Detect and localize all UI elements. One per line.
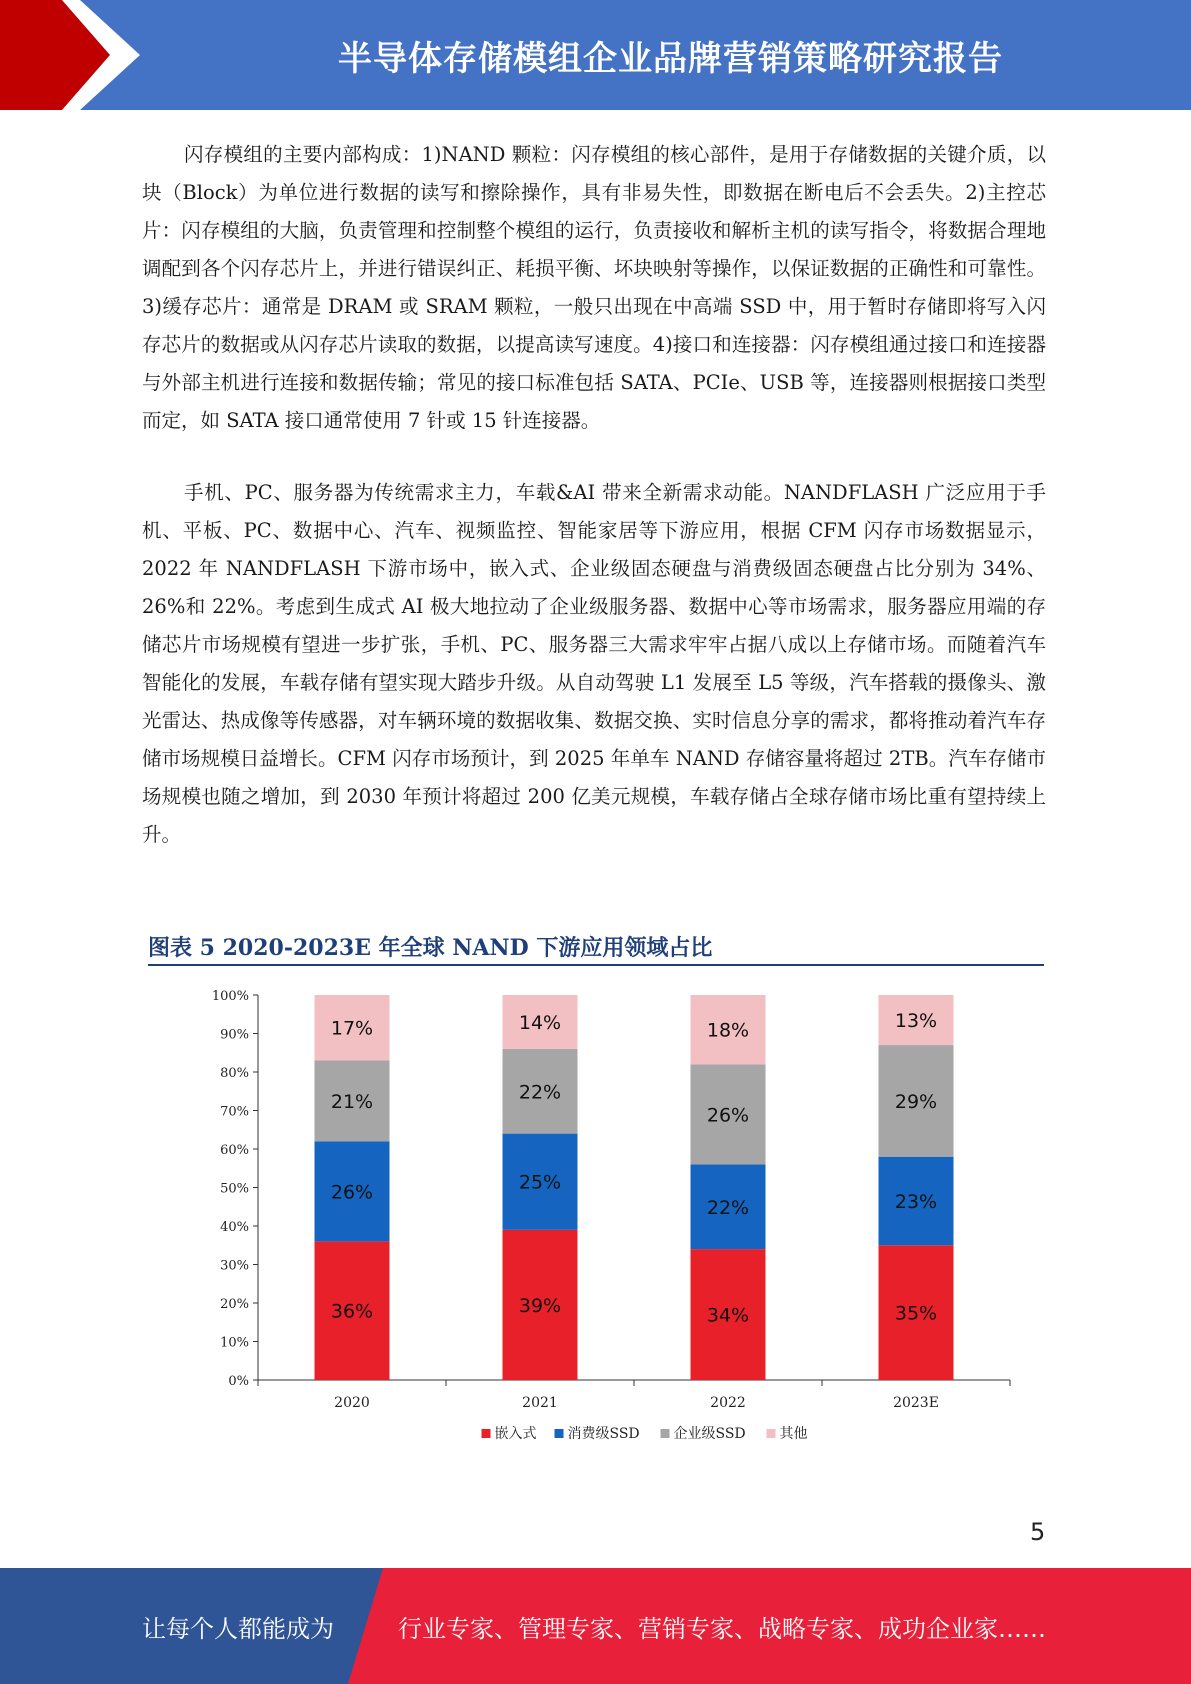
- x-tick-label: 2022: [710, 1395, 746, 1411]
- legend-label: 嵌入式: [494, 1426, 537, 1442]
- data-label: 17%: [330, 1017, 374, 1040]
- stacked-bar-chart: [148, 975, 1044, 1460]
- y-tick-label: 50%: [220, 1181, 249, 1197]
- y-tick-label: 30%: [220, 1258, 249, 1274]
- footer-slogan-right: 行业专家、管理专家、营销专家、战略专家、成功企业家……: [398, 1614, 1046, 1643]
- page-number: 5: [1030, 1518, 1046, 1546]
- y-tick-label: 90%: [220, 1027, 249, 1043]
- legend-swatch: [555, 1429, 564, 1438]
- legend-swatch: [661, 1429, 670, 1438]
- data-label: 35%: [894, 1302, 938, 1325]
- footer-slogan-left: 让每个人都能成为: [142, 1614, 334, 1643]
- y-tick-label: 0%: [228, 1374, 249, 1389]
- legend-label: 其他: [779, 1426, 808, 1442]
- data-label: 29%: [894, 1090, 938, 1113]
- data-label: 13%: [894, 1010, 938, 1033]
- data-label: 26%: [706, 1104, 750, 1127]
- data-label: 23%: [894, 1190, 938, 1213]
- data-label: 39%: [518, 1294, 562, 1317]
- y-tick-label: 70%: [220, 1104, 249, 1120]
- legend-label: 企业级SSD: [673, 1426, 746, 1442]
- data-label: 18%: [706, 1019, 750, 1042]
- data-label: 21%: [330, 1090, 374, 1113]
- header-red-chevron: [0, 0, 150, 110]
- chart-svg: [148, 975, 1044, 1460]
- figure-title: 图表 5 2020-2023E 年全球 NAND 下游应用领域占比: [148, 934, 713, 961]
- data-label: 26%: [330, 1181, 374, 1204]
- y-tick-label: 40%: [220, 1220, 249, 1235]
- data-label: 25%: [518, 1171, 562, 1194]
- body-content: [142, 136, 1046, 854]
- y-tick-label: 60%: [220, 1143, 249, 1158]
- y-tick-label: 10%: [220, 1335, 249, 1351]
- page-footer: [0, 1568, 1191, 1684]
- y-tick-label: 100%: [211, 989, 249, 1004]
- x-tick-label: 2021: [522, 1395, 558, 1411]
- paragraph-2: 手机、PC、服务器为传统需求主力，车载&AI 带来全新需求动能。NANDFLASH 广泛应用于手机、平板、PC、数据中心、汽车、视频监控、智能家居等下游应用，根据 CFM 闪存市场数据显示，2022 年 NANDFLASH 下游市场中，嵌入式、企业级固态硬盘与消费级固态硬盘占比分别为 34%、26%和 22%。考虑到生成式 AI 极大地拉动了企业级服务器、数据中心等市场需求，服务器应用端的存储芯片市场规模有望进一步扩张，手机、PC、服务器三大需求牢牢占据八成以上存储市场。而随着汽车智能化的发展，车载存储有望实现大踏步升级。从自动驾驶 L1 发展至 L5 等级，汽车搭载的摄像头、激光雷达、热成像等传感器，对车辆环境的数据收集、数据交换、实时信息分享的需求，都将推动着汽车存储市场规模日益增长。CFM 闪存市场预计，到 2025 年单车 NAND 存储容量将超过 2TB。汽车存储市场规模也随之增加，到 2030 年预计将超过 200 亿美元规模，车载存储占全球存储市场比重有望持续上升。: [142, 481, 1046, 846]
- legend-label: 消费级SSD: [567, 1426, 640, 1442]
- y-tick-label: 20%: [220, 1297, 249, 1312]
- data-label: 22%: [518, 1081, 562, 1104]
- paragraph-1: 闪存模组的主要内部构成：1)NAND 颗粒：闪存模组的核心部件，是用于存储数据的关键介质，以块（Block）为单位进行数据的读写和擦除操作，具有非易失性，即数据在断电后不会丢失。2)主控芯片：闪存模组的大脑，负责管理和控制整个模组的运行，负责接收和解析主机的读写指令，将数据合理地调配到各个闪存芯片上，并进行错误纠正、耗损平衡、坏块映射等操作，以保证数据的正确性和可靠性。3)缓存芯片：通常是 DRAM 或 SRAM 颗粒，一般只出现在中高端 SSD 中，用于暂时存储即将写入闪存芯片的数据或从闪存芯片读取的数据，以提高读写速度。4)接口和连接器：闪存模组通过接口和连接器与外部主机进行连接和数据传输；常见的接口标准包括 SATA、PCIe、USB 等，连接器则根据接口类型而定，如 SATA 接口通常使用 7 针或 15 针连接器。: [142, 143, 1046, 432]
- figure-title-rule: [148, 964, 1044, 966]
- y-tick-label: 80%: [220, 1066, 249, 1081]
- legend-swatch: [767, 1429, 776, 1438]
- x-tick-label: 2020: [334, 1395, 370, 1411]
- data-label: 34%: [706, 1304, 750, 1327]
- legend-swatch: [482, 1429, 491, 1438]
- report-title: 半导体存储模组企业品牌营销策略研究报告: [338, 38, 1003, 79]
- data-label: 22%: [706, 1196, 750, 1219]
- page-header: [0, 0, 1191, 110]
- x-tick-label: 2023E: [893, 1395, 939, 1411]
- data-label: 36%: [330, 1300, 374, 1323]
- data-label: 14%: [518, 1011, 562, 1034]
